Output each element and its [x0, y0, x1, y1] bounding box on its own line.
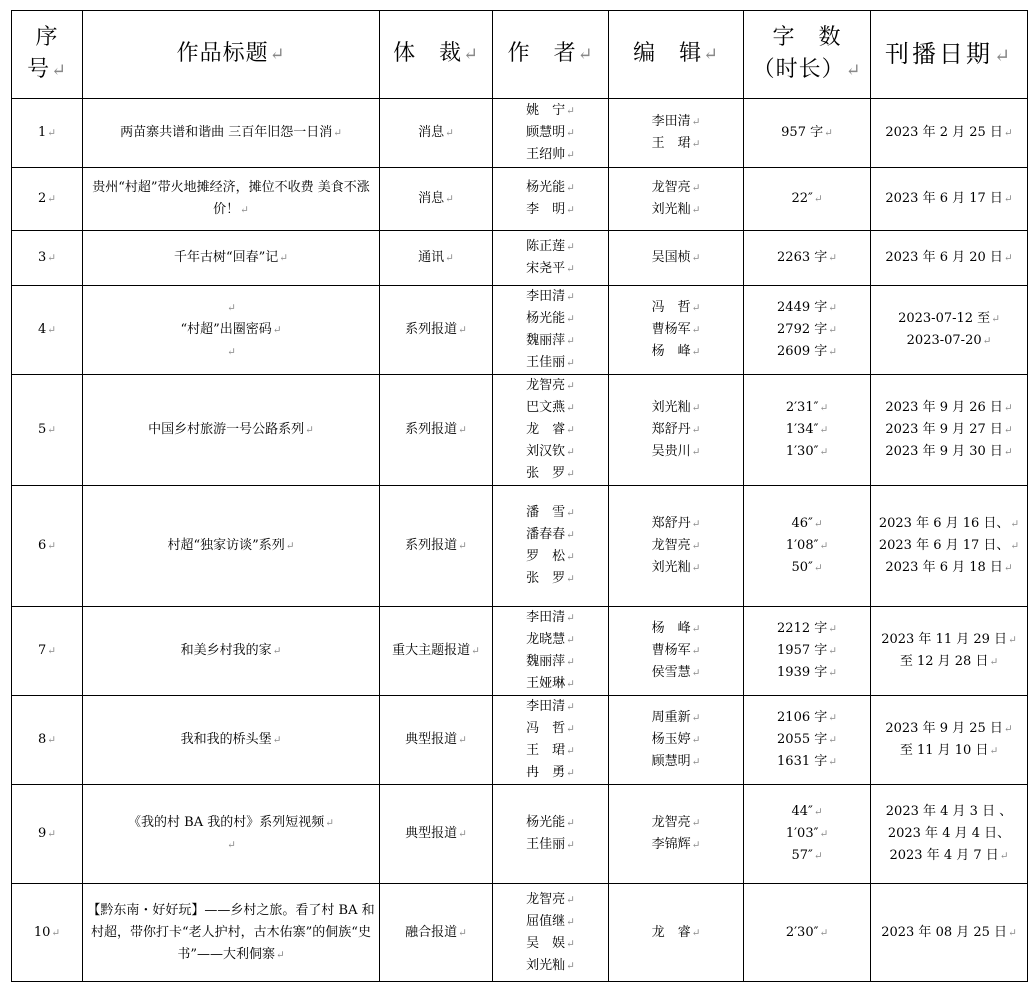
cell-seq-line: 6 ↵	[15, 535, 79, 557]
cell-genre	[380, 286, 493, 375]
cell-authors	[493, 486, 609, 607]
cell-editors-line: 曹杨军 ↵	[612, 640, 740, 662]
header-title: 作品标题 ↵	[83, 11, 380, 99]
cell-title-line	[86, 341, 376, 363]
cell-genre	[380, 785, 493, 884]
cell-editors-line: 李田清 ↵	[612, 111, 740, 133]
header-editor: 编 辑 ↵	[609, 11, 744, 99]
cell-title-line	[86, 834, 376, 856]
cell-authors-line: 刘汉钦 ↵	[496, 441, 605, 463]
cell-words-line: 1′30″ ↵	[747, 441, 867, 463]
cell-genre-line: 重大主题报道 ↵	[383, 640, 489, 662]
cell-title-line: 两苗寨共谱和谐曲 三百年旧怨一日消 ↵	[86, 122, 376, 144]
cell-authors-line: 潘春春 ↵	[496, 524, 605, 546]
cell-date-line: 2023-07-12 至 ↵	[874, 308, 1024, 330]
cell-words	[744, 168, 871, 231]
cell-editors-line: 刘光籼 ↵	[612, 199, 740, 221]
cell-title	[83, 486, 380, 607]
cell-authors-line: 巴文燕 ↵	[496, 397, 605, 419]
cell-authors-line: 王佳丽 ↵	[496, 834, 605, 856]
cell-editors-line: 曹杨军 ↵	[612, 319, 740, 341]
cell-words-line: 2212 字 ↵	[747, 618, 867, 640]
cell-date-line: 2023 年 6 月 17 日 ↵	[874, 188, 1024, 210]
cell-date-line: 2023 年 9 月 26 日 ↵	[874, 397, 1024, 419]
cell-seq	[12, 286, 83, 375]
cell-editors-line: 刘光籼 ↵	[612, 397, 740, 419]
cell-authors-line: 潘 雪 ↵	[496, 502, 605, 524]
header-date: 刊播日期 ↵	[871, 11, 1028, 99]
cell-editors	[609, 375, 744, 486]
cell-words-line: 44″ ↵	[747, 801, 867, 823]
cell-date	[871, 607, 1028, 696]
cell-authors-line: 张 罗 ↵	[496, 568, 605, 590]
cell-title	[83, 607, 380, 696]
cell-title-line: 【黔东南・好好玩】——乡村之旅。看了村 BA 和村超，带你打卡“老人护村，古木佑寨”的侗族“史书”——大利侗寨 ↵	[86, 900, 376, 966]
cell-date	[871, 785, 1028, 884]
cell-authors-line: 宋尧平 ↵	[496, 258, 605, 280]
header-words: 字 数 （时长） ↵	[744, 11, 871, 99]
table-row	[12, 168, 1028, 231]
cell-editors	[609, 168, 744, 231]
cell-editors-line: 龙 睿 ↵	[612, 922, 740, 944]
cell-authors	[493, 785, 609, 884]
cell-seq	[12, 486, 83, 607]
cell-authors-line: 李田清 ↵	[496, 286, 605, 308]
cell-words	[744, 375, 871, 486]
cell-date-line: 2023 年 6 月 16 日、 ↵	[874, 513, 1024, 535]
cell-authors-line: 龙晓慧 ↵	[496, 629, 605, 651]
cell-genre	[380, 99, 493, 168]
cell-authors-line: 龙 睿 ↵	[496, 419, 605, 441]
cell-seq	[12, 785, 83, 884]
cell-genre-line: 通讯 ↵	[383, 247, 489, 269]
cell-editors-line: 王 珺 ↵	[612, 133, 740, 155]
cell-words	[744, 696, 871, 785]
cell-date	[871, 696, 1028, 785]
cell-genre-line: 融合报道 ↵	[383, 922, 489, 944]
cell-seq-line: 3 ↵	[15, 247, 79, 269]
cell-genre-line: 系列报道 ↵	[383, 419, 489, 441]
cell-words-line: 1′03″ ↵	[747, 823, 867, 845]
cell-seq-line: 2 ↵	[15, 188, 79, 210]
cell-date-line: 2023 年 11 月 29 日 ↵	[874, 629, 1024, 651]
cell-editors	[609, 99, 744, 168]
cell-words	[744, 607, 871, 696]
cell-authors	[493, 375, 609, 486]
cell-words	[744, 884, 871, 982]
cell-words	[744, 231, 871, 286]
table-row	[12, 486, 1028, 607]
cell-seq	[12, 607, 83, 696]
works-table	[11, 10, 1028, 982]
cell-title	[83, 375, 380, 486]
table-row	[12, 286, 1028, 375]
cell-seq-line: 5 ↵	[15, 419, 79, 441]
cell-authors-line: 龙智亮 ↵	[496, 889, 605, 911]
cell-editors-line: 龙智亮 ↵	[612, 535, 740, 557]
cell-editors	[609, 785, 744, 884]
cell-editors-line: 郑舒丹 ↵	[612, 513, 740, 535]
cell-authors-line: 魏丽萍 ↵	[496, 330, 605, 352]
cell-genre	[380, 168, 493, 231]
cell-words-line: 957 字 ↵	[747, 122, 867, 144]
cell-authors-line: 冯 哲 ↵	[496, 718, 605, 740]
table-row	[12, 231, 1028, 286]
cell-date-line: 至 11 月 10 日 ↵	[874, 740, 1024, 762]
cell-editors	[609, 486, 744, 607]
cell-date	[871, 168, 1028, 231]
cell-date	[871, 286, 1028, 375]
cell-genre-line: 典型报道 ↵	[383, 729, 489, 751]
cell-title-line: 中国乡村旅游一号公路系列 ↵	[86, 419, 376, 441]
cell-date-line: 2023 年 4 月 3 日 、2023 年 4 月 4 日、2023 年 4 月 7 日 ↵	[874, 801, 1024, 867]
cell-authors-line: 姚 宁 ↵	[496, 100, 605, 122]
cell-date-line: 2023 年 6 月 20 日 ↵	[874, 247, 1024, 269]
cell-title-line: “村超”出圈密码 ↵	[86, 319, 376, 341]
cell-seq	[12, 99, 83, 168]
cell-authors-line: 冉 勇 ↵	[496, 762, 605, 784]
table-row	[12, 785, 1028, 884]
cell-editors	[609, 696, 744, 785]
cell-words-line: 1′34″ ↵	[747, 419, 867, 441]
cell-editors	[609, 286, 744, 375]
cell-words-line: 2′31″ ↵	[747, 397, 867, 419]
cell-words-line: 2609 字 ↵	[747, 341, 867, 363]
cell-genre-line: 消息 ↵	[383, 122, 489, 144]
cell-words	[744, 486, 871, 607]
cell-words-line: 2′30″ ↵	[747, 922, 867, 944]
cell-authors-line: 刘光籼 ↵	[496, 955, 605, 977]
cell-authors-line: 王 珺 ↵	[496, 740, 605, 762]
cell-editors-line: 冯 哲 ↵	[612, 297, 740, 319]
cell-date	[871, 375, 1028, 486]
cell-editors-line: 杨玉婷 ↵	[612, 729, 740, 751]
cell-title-line: 贵州“村超”带火地摊经济，摊位不收费 美食不涨价！ ↵	[86, 177, 376, 221]
cell-authors-line: 张 罗 ↵	[496, 463, 605, 485]
cell-date	[871, 486, 1028, 607]
cell-date-line: 2023 年 9 月 30 日 ↵	[874, 441, 1024, 463]
cell-editors	[609, 231, 744, 286]
cell-words	[744, 286, 871, 375]
cell-title	[83, 696, 380, 785]
cell-date	[871, 884, 1028, 982]
cell-genre	[380, 884, 493, 982]
cell-date	[871, 231, 1028, 286]
cell-seq-line: 10 ↵	[15, 922, 79, 944]
cell-authors-line: 王娅琳 ↵	[496, 673, 605, 695]
table-row	[12, 607, 1028, 696]
cell-words-line: 2792 字 ↵	[747, 319, 867, 341]
cell-seq	[12, 168, 83, 231]
cell-date-line: 至 12 月 28 日 ↵	[874, 651, 1024, 673]
cell-authors-line: 龙智亮 ↵	[496, 375, 605, 397]
cell-genre-line: 系列报道 ↵	[383, 319, 489, 341]
cell-genre	[380, 696, 493, 785]
cell-editors-line: 龙智亮 ↵	[612, 177, 740, 199]
cell-words	[744, 99, 871, 168]
header-seq: 序 号 ↵	[12, 11, 83, 99]
cell-editors-line: 顾慧明 ↵	[612, 751, 740, 773]
cell-authors-line: 罗 松 ↵	[496, 546, 605, 568]
cell-genre	[380, 231, 493, 286]
cell-date-line: 2023 年 2 月 25 日 ↵	[874, 122, 1024, 144]
cell-seq	[12, 231, 83, 286]
cell-words-line: 2055 字 ↵	[747, 729, 867, 751]
cell-title-line: 村超“独家访谈”系列 ↵	[86, 535, 376, 557]
cell-authors	[493, 99, 609, 168]
cell-editors-line: 周重新 ↵	[612, 707, 740, 729]
cell-seq-line: 8 ↵	[15, 729, 79, 751]
cell-title-line	[86, 297, 376, 319]
cell-editors	[609, 884, 744, 982]
cell-seq	[12, 696, 83, 785]
cell-words-line: 57″ ↵	[747, 845, 867, 867]
table-row	[12, 99, 1028, 168]
cell-editors-line: 郑舒丹 ↵	[612, 419, 740, 441]
cell-title-line: 我和我的桥头堡 ↵	[86, 729, 376, 751]
cell-authors-line: 杨光能 ↵	[496, 812, 605, 834]
cell-authors	[493, 168, 609, 231]
cell-words	[744, 785, 871, 884]
cell-editors	[609, 607, 744, 696]
cell-editors-line: 杨 峰 ↵	[612, 341, 740, 363]
cell-words-line: 1957 字 ↵	[747, 640, 867, 662]
cell-editors-line: 李锦辉 ↵	[612, 834, 740, 856]
cell-date-line: 2023 年 9 月 25 日 ↵	[874, 718, 1024, 740]
header-row	[12, 11, 1028, 99]
cell-authors-line: 杨光能 ↵	[496, 177, 605, 199]
cell-words-line: 1939 字 ↵	[747, 662, 867, 684]
cell-authors	[493, 286, 609, 375]
table-row	[12, 884, 1028, 982]
cell-date-line: 2023 年 9 月 27 日 ↵	[874, 419, 1024, 441]
cell-editors-line: 龙智亮 ↵	[612, 812, 740, 834]
header-author: 作 者 ↵	[493, 11, 609, 99]
header-genre: 体 裁 ↵	[380, 11, 493, 99]
cell-words-line: 46″ ↵	[747, 513, 867, 535]
cell-words-line: 2263 字 ↵	[747, 247, 867, 269]
cell-authors-line: 杨光能 ↵	[496, 308, 605, 330]
cell-authors-line: 李 明 ↵	[496, 199, 605, 221]
cell-date-line: 2023 年 6 月 17 日、 ↵	[874, 535, 1024, 557]
cell-words-line: 1631 字 ↵	[747, 751, 867, 773]
cell-authors	[493, 696, 609, 785]
cell-editors-line: 杨 峰 ↵	[612, 618, 740, 640]
cell-authors-line: 顾慧明 ↵	[496, 122, 605, 144]
cell-editors-line: 吴国桢 ↵	[612, 247, 740, 269]
cell-words-line: 1′08″ ↵	[747, 535, 867, 557]
cell-authors-line: 王佳丽 ↵	[496, 352, 605, 374]
cell-title	[83, 231, 380, 286]
cell-editors-line: 刘光籼 ↵	[612, 557, 740, 579]
cell-authors-line: 屈值继 ↵	[496, 911, 605, 933]
cell-words-line: 50″ ↵	[747, 557, 867, 579]
cell-authors	[493, 231, 609, 286]
cell-date-line: 2023 年 08 月 25 日 ↵	[874, 922, 1024, 944]
cell-seq	[12, 884, 83, 982]
cell-words-line: 2106 字 ↵	[747, 707, 867, 729]
cell-words-line: 22″ ↵	[747, 188, 867, 210]
table-row	[12, 696, 1028, 785]
cell-date	[871, 99, 1028, 168]
cell-title-line: 千年古树“回春”记 ↵	[86, 247, 376, 269]
cell-seq-line: 7 ↵	[15, 640, 79, 662]
cell-authors	[493, 884, 609, 982]
cell-authors	[493, 607, 609, 696]
cell-seq-line: 9 ↵	[15, 823, 79, 845]
cell-editors-line: 吴贵川 ↵	[612, 441, 740, 463]
cell-editors-line: 侯雪慧 ↵	[612, 662, 740, 684]
cell-title-line: 和美乡村我的家 ↵	[86, 640, 376, 662]
cell-title	[83, 785, 380, 884]
cell-seq	[12, 375, 83, 486]
table-row	[12, 375, 1028, 486]
cell-authors-line: 魏丽萍 ↵	[496, 651, 605, 673]
cell-words-line: 2449 字 ↵	[747, 297, 867, 319]
cell-authors-line: 李田清 ↵	[496, 696, 605, 718]
cell-title	[83, 99, 380, 168]
cell-genre-line: 消息 ↵	[383, 188, 489, 210]
cell-title	[83, 884, 380, 982]
cell-date-line: 2023-07-20 ↵	[874, 330, 1024, 352]
cell-date-line: 2023 年 6 月 18 日 ↵	[874, 557, 1024, 579]
cell-seq-line: 4 ↵	[15, 319, 79, 341]
cell-genre	[380, 375, 493, 486]
cell-authors-line: 陈正莲 ↵	[496, 236, 605, 258]
cell-genre-line: 典型报道 ↵	[383, 823, 489, 845]
cell-authors-line: 吴 娱 ↵	[496, 933, 605, 955]
cell-genre-line: 系列报道 ↵	[383, 535, 489, 557]
cell-genre	[380, 486, 493, 607]
cell-title-line: 《我的村 BA 我的村》系列短视频 ↵	[86, 812, 376, 834]
cell-title	[83, 168, 380, 231]
cell-genre	[380, 607, 493, 696]
cell-authors-line: 王绍帅 ↵	[496, 144, 605, 166]
cell-seq-line: 1 ↵	[15, 122, 79, 144]
cell-authors-line: 李田清 ↵	[496, 607, 605, 629]
cell-title	[83, 286, 380, 375]
